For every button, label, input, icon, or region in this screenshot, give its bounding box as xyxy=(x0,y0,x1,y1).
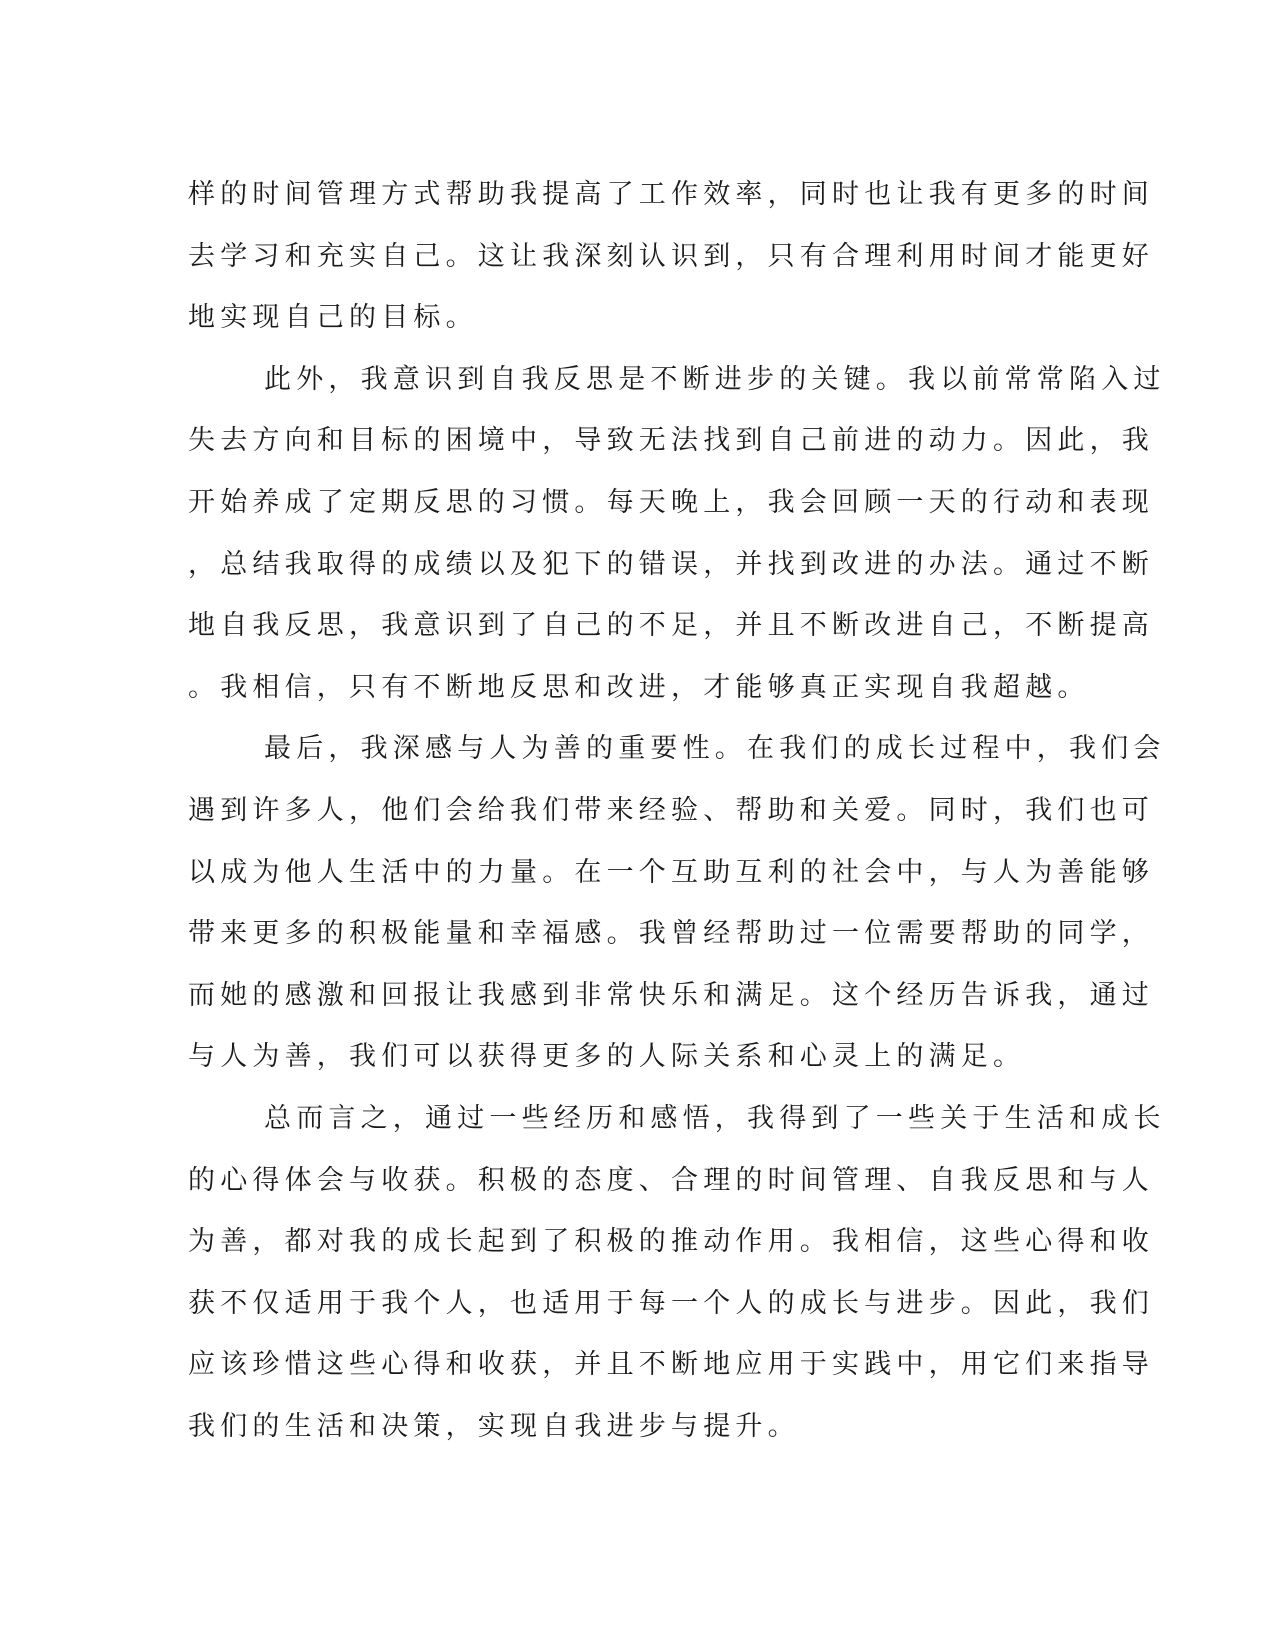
text-line: 样的时间管理方式帮助我提高了工作效率，同时也让我有更多的时间 xyxy=(188,179,1154,210)
text-line: 去学习和充实自己。这让我深刻认识到，只有合理利用时间才能更好 xyxy=(188,240,1154,272)
paragraph-kindness xyxy=(188,718,1166,1088)
text-line: 地实现自己的目标。 xyxy=(188,302,478,334)
document-body xyxy=(188,164,1166,1457)
text-line: 此外，我意识到自我反思是不断进步的关键。我以前常常陷入过 xyxy=(264,363,1166,395)
text-line: 地自我反思，我意识到了自己的不足，并且不断改进自己，不断提高 xyxy=(188,610,1154,642)
text-line: 应该珍惜这些心得和收获，并且不断地应用于实践中，用它们来指导 xyxy=(188,1349,1154,1381)
text-line: 总而言之，通过一些经历和感悟，我得到了一些关于生活和成长 xyxy=(264,1102,1166,1134)
text-line: 失去方向和目标的困境中，导致无法找到自己前进的动力。因此，我 xyxy=(188,425,1154,457)
text-line: 的心得体会与收获。积极的态度、合理的时间管理、自我反思和与人 xyxy=(188,1164,1154,1196)
text-line: 带来更多的积极能量和幸福感。我曾经帮助过一位需要帮助的同学， xyxy=(188,918,1154,950)
text-line: 开始养成了定期反思的习惯。每天晚上，我会回顾一天的行动和表现 xyxy=(188,486,1154,518)
text-line: 而她的感激和回报让我感到非常快乐和满足。这个经历告诉我，通过 xyxy=(188,979,1154,1011)
text-line: 与人为善，我们可以获得更多的人际关系和心灵上的满足。 xyxy=(188,1041,1026,1073)
text-line: 为善，都对我的成长起到了积极的推动作用。我相信，这些心得和收 xyxy=(188,1226,1154,1258)
text-line: 遇到许多人，他们会给我们带来经验、帮助和关爱。同时，我们也可 xyxy=(188,794,1154,826)
text-line: 获不仅适用于我个人，也适用于每一个人的成长与进步。因此，我们 xyxy=(188,1287,1154,1319)
paragraph-self-reflection xyxy=(188,349,1166,719)
text-line: 以成为他人生活中的力量。在一个互助互利的社会中，与人为善能够 xyxy=(188,856,1154,888)
paragraph-conclusion xyxy=(188,1088,1166,1458)
text-line: ，总结我取得的成绩以及犯下的错误，并找到改进的办法。通过不断 xyxy=(188,548,1154,580)
paragraph-time-management xyxy=(188,164,1154,349)
text-line: 我们的生活和决策，实现自我进步与提升。 xyxy=(188,1410,800,1442)
text-line: 最后，我深感与人为善的重要性。在我们的成长过程中，我们会 xyxy=(264,733,1166,765)
text-line: 。我相信，只有不断地反思和改进，才能够真正实现自我超越。 xyxy=(188,671,1090,703)
